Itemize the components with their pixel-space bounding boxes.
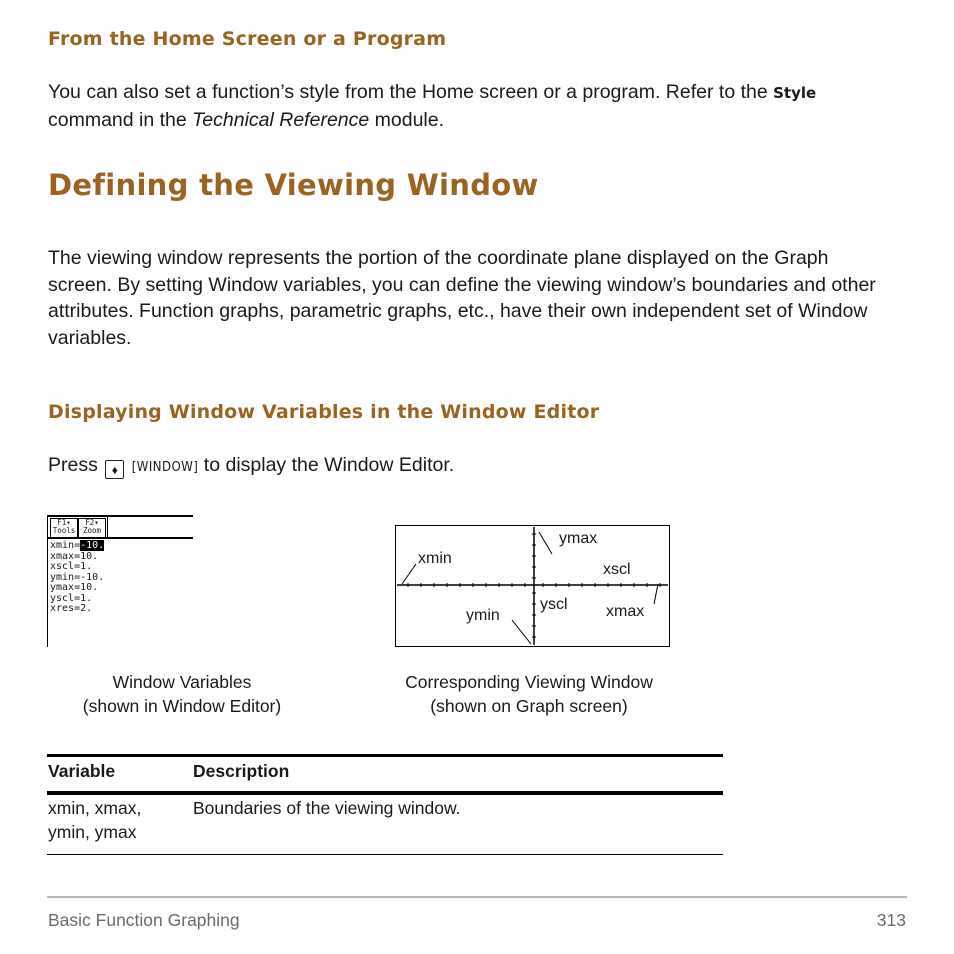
screen-left-border bbox=[47, 515, 48, 647]
tab-f2-zoom bbox=[78, 518, 106, 539]
xmin-leader bbox=[402, 564, 416, 584]
variable-line2: ymin, ymax bbox=[48, 822, 137, 842]
table-top-rule bbox=[47, 754, 723, 757]
window-variable-list bbox=[50, 541, 104, 615]
var-value: 10. bbox=[80, 582, 99, 593]
footer-chapter: Basic Function Graphing bbox=[48, 910, 240, 930]
var-label: ymin= bbox=[50, 571, 81, 583]
table-row-variable bbox=[48, 796, 141, 844]
label-xmin: xmin bbox=[418, 550, 452, 567]
style-paragraph-text-a: You can also set a function’s style from the Home screen or a program. Refer to the bbox=[48, 81, 768, 103]
table-header-rule bbox=[47, 791, 723, 795]
caption-viewing-window bbox=[378, 670, 680, 718]
tab-f2-key: F2▾ bbox=[85, 518, 99, 527]
window-key-label: [WINDOW] bbox=[131, 460, 199, 475]
ymax-leader bbox=[539, 532, 552, 554]
label-ymax: ymax bbox=[559, 530, 598, 547]
var-value: 10. bbox=[80, 550, 99, 562]
xmax-leader bbox=[654, 584, 658, 604]
label-ymin: ymin bbox=[466, 607, 500, 624]
window-editor-screen bbox=[47, 515, 193, 647]
tab-f1-key: F1▾ bbox=[57, 518, 71, 527]
var-label: xres= bbox=[50, 603, 81, 614]
var-value: 1. bbox=[80, 592, 93, 604]
style-paragraph-text-c: module. bbox=[374, 108, 445, 131]
axes-drawing bbox=[396, 526, 669, 646]
label-xmax: xmax bbox=[606, 603, 645, 620]
var-value: 1. bbox=[80, 561, 93, 572]
technical-reference-ref: Technical Reference bbox=[192, 108, 370, 131]
caption-left-line1: Window Variables bbox=[112, 672, 252, 692]
press-instruction bbox=[48, 452, 454, 482]
toolbar-divider bbox=[107, 517, 108, 538]
column-header-variable: Variable bbox=[48, 761, 116, 781]
table-row-description: Boundaries of the viewing window. bbox=[193, 798, 461, 818]
leader-lines bbox=[402, 532, 658, 644]
caption-right-line1: Corresponding Viewing Window bbox=[405, 672, 653, 692]
screen-top-line bbox=[47, 515, 193, 517]
style-keyword: Style bbox=[773, 84, 817, 102]
viewing-window-paragraph: The viewing window represents the portion of the coordinate plane displayed on the Graph screen. By setting Window variables, you can define the viewing window’s boundaries and other attributes. Function graphs, parametric graphs, etc., have their own independent set of Window variables. bbox=[48, 247, 876, 349]
column-header-description: Description bbox=[193, 761, 290, 781]
viewing-window-diagram bbox=[395, 525, 670, 647]
table-bottom-rule bbox=[47, 854, 723, 855]
press-label: Press bbox=[48, 454, 98, 476]
footer-rule bbox=[47, 896, 907, 898]
press-tail: to display the Window Editor. bbox=[203, 454, 455, 476]
style-paragraph bbox=[48, 79, 918, 133]
tab-f2-label: Zoom bbox=[82, 526, 102, 535]
var-label: xmin= bbox=[50, 540, 81, 551]
caption-window-variables bbox=[52, 670, 312, 718]
style-paragraph-text-b: command in the bbox=[48, 108, 187, 131]
var-line-xres bbox=[50, 604, 104, 615]
section-heading-window-editor: Displaying Window Variables in the Window Editor bbox=[48, 401, 600, 423]
label-xscl: xscl bbox=[603, 561, 631, 578]
tab-f1-label: Tools bbox=[52, 526, 76, 535]
page-title: Defining the Viewing Window bbox=[48, 168, 539, 202]
label-yscl: yscl bbox=[540, 596, 568, 613]
ymin-leader bbox=[512, 620, 531, 644]
diamond-key-icon: ♦ bbox=[105, 460, 124, 479]
caption-right-line2: (shown on Graph screen) bbox=[430, 696, 628, 716]
section-heading-home-screen: From the Home Screen or a Program bbox=[48, 28, 447, 50]
var-value: -10. bbox=[80, 571, 105, 583]
page-number: 313 bbox=[876, 910, 906, 930]
var-value-selected: -10. bbox=[80, 540, 105, 551]
toolbar-bottom-line bbox=[47, 537, 193, 539]
variable-line1: xmin, xmax, bbox=[48, 798, 142, 818]
var-label: ymax= bbox=[50, 582, 81, 593]
var-label: xmax= bbox=[50, 550, 81, 562]
var-label: yscl= bbox=[50, 592, 81, 604]
var-label: xscl= bbox=[50, 561, 81, 572]
tab-f1-tools bbox=[50, 518, 78, 539]
caption-left-line2: (shown in Window Editor) bbox=[82, 696, 282, 716]
var-value: 2. bbox=[80, 603, 93, 614]
